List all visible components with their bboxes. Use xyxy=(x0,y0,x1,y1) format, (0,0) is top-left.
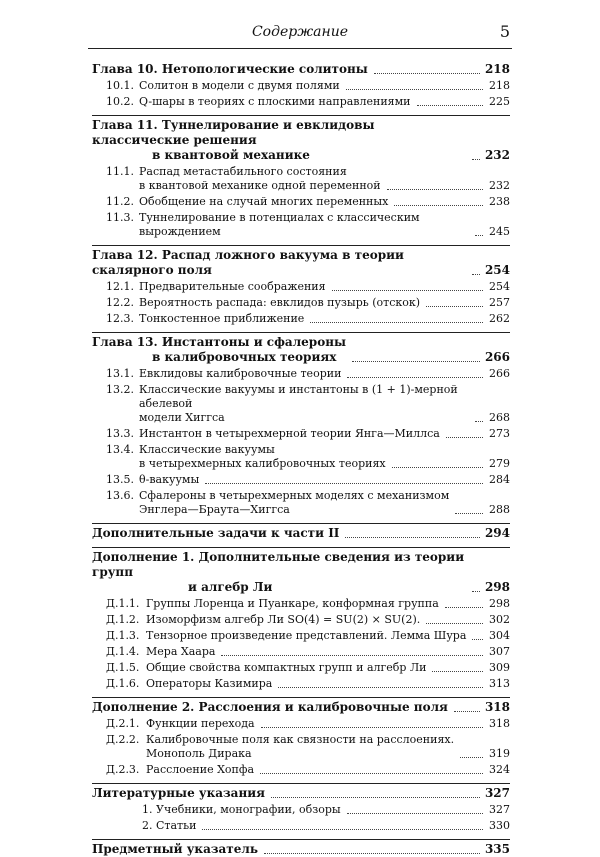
toc-chapter-12[interactable]: Глава 12. Распад ложного вакуума в теории скалярного поля 254 xyxy=(92,248,510,277)
toc-appendix-1[interactable]: Дополнение 1. Дополнительные сведения из теории групп и алгебр Ли 298 xyxy=(92,550,510,594)
toc-section-13-4[interactable]: 13.4. Классические вакуумы в четырехмерных калибровочных теориях 279 xyxy=(106,443,510,470)
toc-section-13-6[interactable]: 13.6. Сфалероны в четырехмерных моделях с механизмом Энглера—Браута—Хиггса 288 xyxy=(106,489,510,516)
toc-section-11-3[interactable]: 11.3. Туннелирование в потенциалах с классическим вырождением 245 xyxy=(106,211,510,238)
separator xyxy=(92,547,510,548)
toc-literature-2[interactable]: 2. Статьи 330 xyxy=(142,819,510,832)
separator xyxy=(92,245,510,246)
toc-appendix-2[interactable]: Дополнение 2. Расслоения и калибровочные поля 318 xyxy=(92,700,510,714)
separator xyxy=(92,115,510,116)
separator xyxy=(92,783,510,784)
toc-section-13-5[interactable]: 13.5. θ-вакуумы 284 xyxy=(106,473,510,486)
toc-section-11-2[interactable]: 11.2. Обобщение на случай многих переменных 238 xyxy=(106,195,510,208)
toc-section-12-2[interactable]: 12.2. Вероятность распада: евклидов пузырь (отскок) 257 xyxy=(106,296,510,309)
toc-extra-problems[interactable]: Дополнительные задачи к части II 294 xyxy=(92,526,510,540)
toc-chapter-13[interactable]: Глава 13. Инстантоны и сфалероны в калибровочных теориях 266 xyxy=(92,335,510,364)
header-page-number: 5 xyxy=(499,22,510,41)
toc-section-13-2[interactable]: 13.2. Классические вакуумы и инстантоны в (1 + 1)-мерной абелевой модели Хиггса 268 xyxy=(106,383,510,424)
toc-section-11-1[interactable]: 11.1. Распад метастабильного состояния в квантовой механике одной переменной 232 xyxy=(106,165,510,192)
toc-section-13-1[interactable]: 13.1. Евклидовы калибровочные теории 266 xyxy=(106,367,510,380)
separator xyxy=(92,523,510,524)
toc-section-d-2-1[interactable]: Д.2.1. Функции перехода 318 xyxy=(106,717,510,730)
toc-section-d-1-6[interactable]: Д.1.6. Операторы Казимира 313 xyxy=(106,677,510,690)
separator xyxy=(92,839,510,840)
separator xyxy=(92,697,510,698)
toc-section-d-1-5[interactable]: Д.1.5. Общие свойства компактных групп и алгебр Ли 309 xyxy=(106,661,510,674)
toc-literature[interactable]: Литературные указания 327 xyxy=(92,786,510,800)
separator xyxy=(92,332,510,333)
toc-section-d-1-1[interactable]: Д.1.1. Группы Лоренца и Пуанкаре, конформная группа 298 xyxy=(106,597,510,610)
running-header xyxy=(88,22,512,49)
toc-chapter-10[interactable]: Глава 10. Нетопологические солитоны 218 xyxy=(92,62,510,76)
toc-section-10-2[interactable]: 10.2. Q-шары в теориях с плоскими направлениями 225 xyxy=(106,95,510,108)
toc-section-10-1[interactable]: 10.1. Солитон в модели с двумя полями 218 xyxy=(106,79,510,92)
toc-section-d-2-2[interactable]: Д.2.2. Калибровочные поля как связности на расслоениях. Монополь Дирака 319 xyxy=(106,733,510,760)
toc-section-d-1-2[interactable]: Д.1.2. Изоморфизм алгебр Ли SO(4) = SU(2) × SU(2). 302 xyxy=(106,613,510,626)
toc-section-12-3[interactable]: 12.3. Тонкостенное приближение 262 xyxy=(106,312,510,325)
toc-section-13-3[interactable]: 13.3. Инстантон в четырехмерной теории Янга—Миллса 273 xyxy=(106,427,510,440)
toc-section-d-2-3[interactable]: Д.2.3. Расслоение Хопфа 324 xyxy=(106,763,510,776)
toc-literature-1[interactable]: 1. Учебники, монографии, обзоры 327 xyxy=(142,803,510,816)
toc-index[interactable]: Предметный указатель 335 xyxy=(92,842,510,856)
header-title: Содержание xyxy=(251,24,349,40)
toc-section-12-1[interactable]: 12.1. Предварительные соображения 254 xyxy=(106,280,510,293)
toc-section-d-1-4[interactable]: Д.1.4. Мера Хаара 307 xyxy=(106,645,510,658)
toc-chapter-11[interactable]: Глава 11. Туннелирование и евклидовы классические решения в квантовой механике 232 xyxy=(92,118,510,162)
table-of-contents xyxy=(92,56,510,857)
toc-section-d-1-3[interactable]: Д.1.3. Тензорное произведение представлений. Лемма Шура 304 xyxy=(106,629,510,642)
